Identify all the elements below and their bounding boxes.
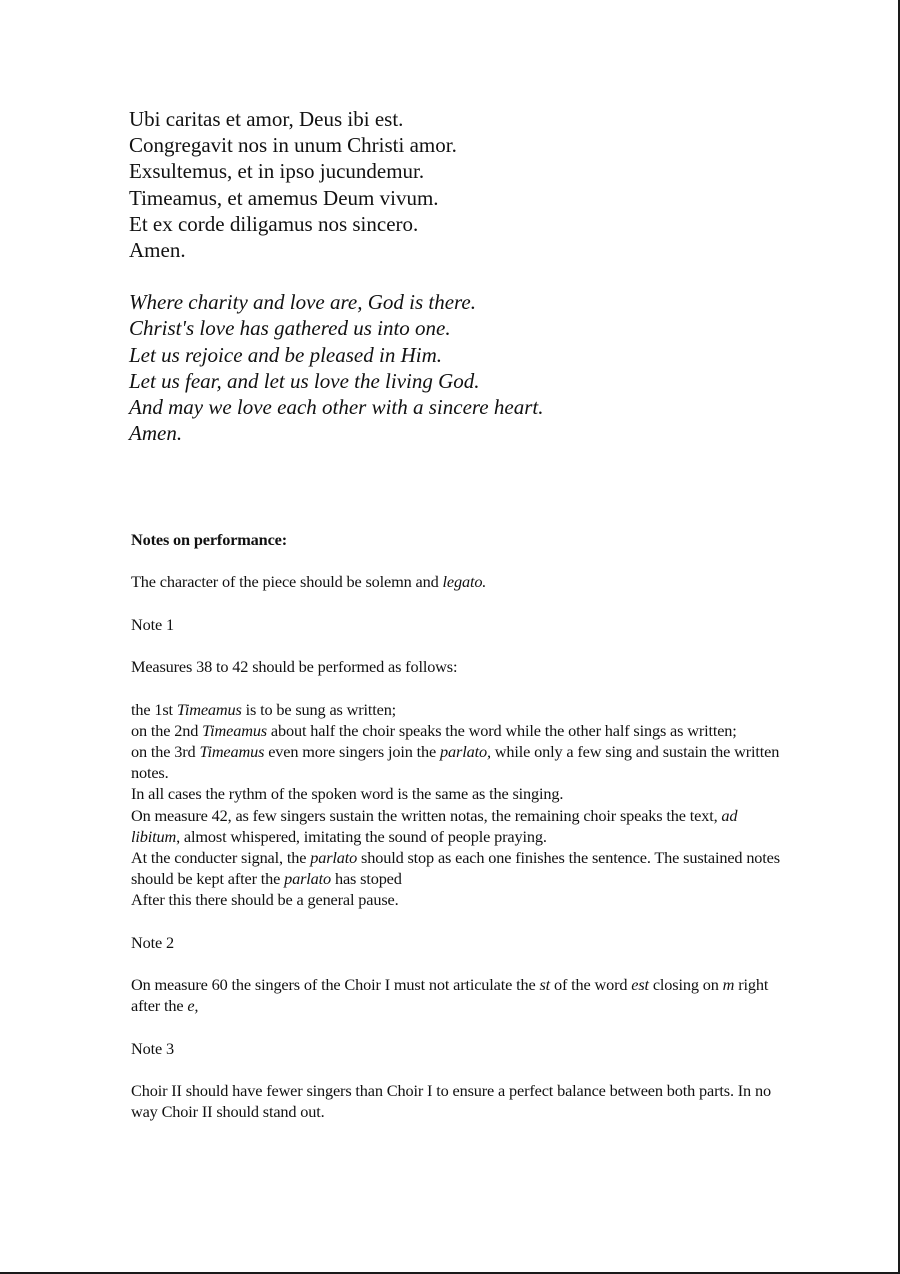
note-3-title: Note 3 — [131, 1038, 174, 1058]
english-line: Where charity and love are, God is there. — [129, 290, 476, 315]
english-line: And may we love each other with a sincere heart. — [129, 395, 544, 420]
english-line: Let us rejoice and be pleased in Him. — [129, 342, 443, 367]
latin-line: Congregavit nos in unum Christi amor. — [129, 133, 457, 158]
latin-line: Et ex corde diligamus nos sincero. — [129, 211, 419, 236]
note-1-body — [131, 699, 781, 911]
english-translation — [129, 289, 729, 446]
note-1-line: On measure 42, as few singers sustain the written notas, the remaining choir speaks the text, ad libitum, almost whispered, imitating the sound of people praying. — [131, 805, 738, 846]
note-3-body: Choir II should have fewer singers than Choir I to ensure a perfect balance between both parts. In no way Choir II should stand out. — [131, 1081, 771, 1122]
latin-line: Exsultemus, et in ipso jucundemur. — [129, 159, 425, 184]
note-1-line: At the conducter signal, the parlato should stop as each one finishes the sentence. The sustained notes should be kept after the parlato has stoped — [131, 847, 780, 889]
english-line: Amen. — [129, 421, 183, 446]
note-1-line: After this there should be a general pause. — [131, 890, 399, 910]
latin-text — [129, 106, 729, 263]
latin-line: Timeamus, et amemus Deum vivum. — [129, 185, 439, 210]
note-1-line: In all cases the rythm of the spoken word is the same as the singing. — [131, 784, 564, 804]
notes-heading: Notes on performance: — [131, 530, 287, 549]
note-2-title: Note 2 — [131, 932, 174, 952]
lyrics-section — [129, 106, 729, 446]
english-line: Let us fear, and let us love the living God. — [129, 368, 480, 393]
performance-notes — [131, 529, 781, 1144]
character-note: The character of the piece should be solemn and legato. — [131, 572, 487, 592]
note-1-intro: Measures 38 to 42 should be performed as follows: — [131, 657, 458, 677]
note-1-line: on the 2nd Timeamus about half the choir speaks the word while the other half sings as written; — [131, 720, 737, 740]
english-line: Christ's love has gathered us into one. — [129, 316, 451, 341]
note-2-body: On measure 60 the singers of the Choir I must not articulate the st of the word est closing on m right after the e, — [131, 975, 769, 1016]
latin-line: Ubi caritas et amor, Deus ibi est. — [129, 107, 404, 131]
note-1-line: on the 3rd Timeamus even more singers join the parlato, while only a few sing and sustain the written notes. — [131, 741, 780, 783]
note-1-line: the 1st Timeamus is to be sung as written; — [131, 699, 397, 719]
latin-line: Amen. — [129, 238, 186, 263]
note-1-title: Note 1 — [131, 614, 174, 634]
